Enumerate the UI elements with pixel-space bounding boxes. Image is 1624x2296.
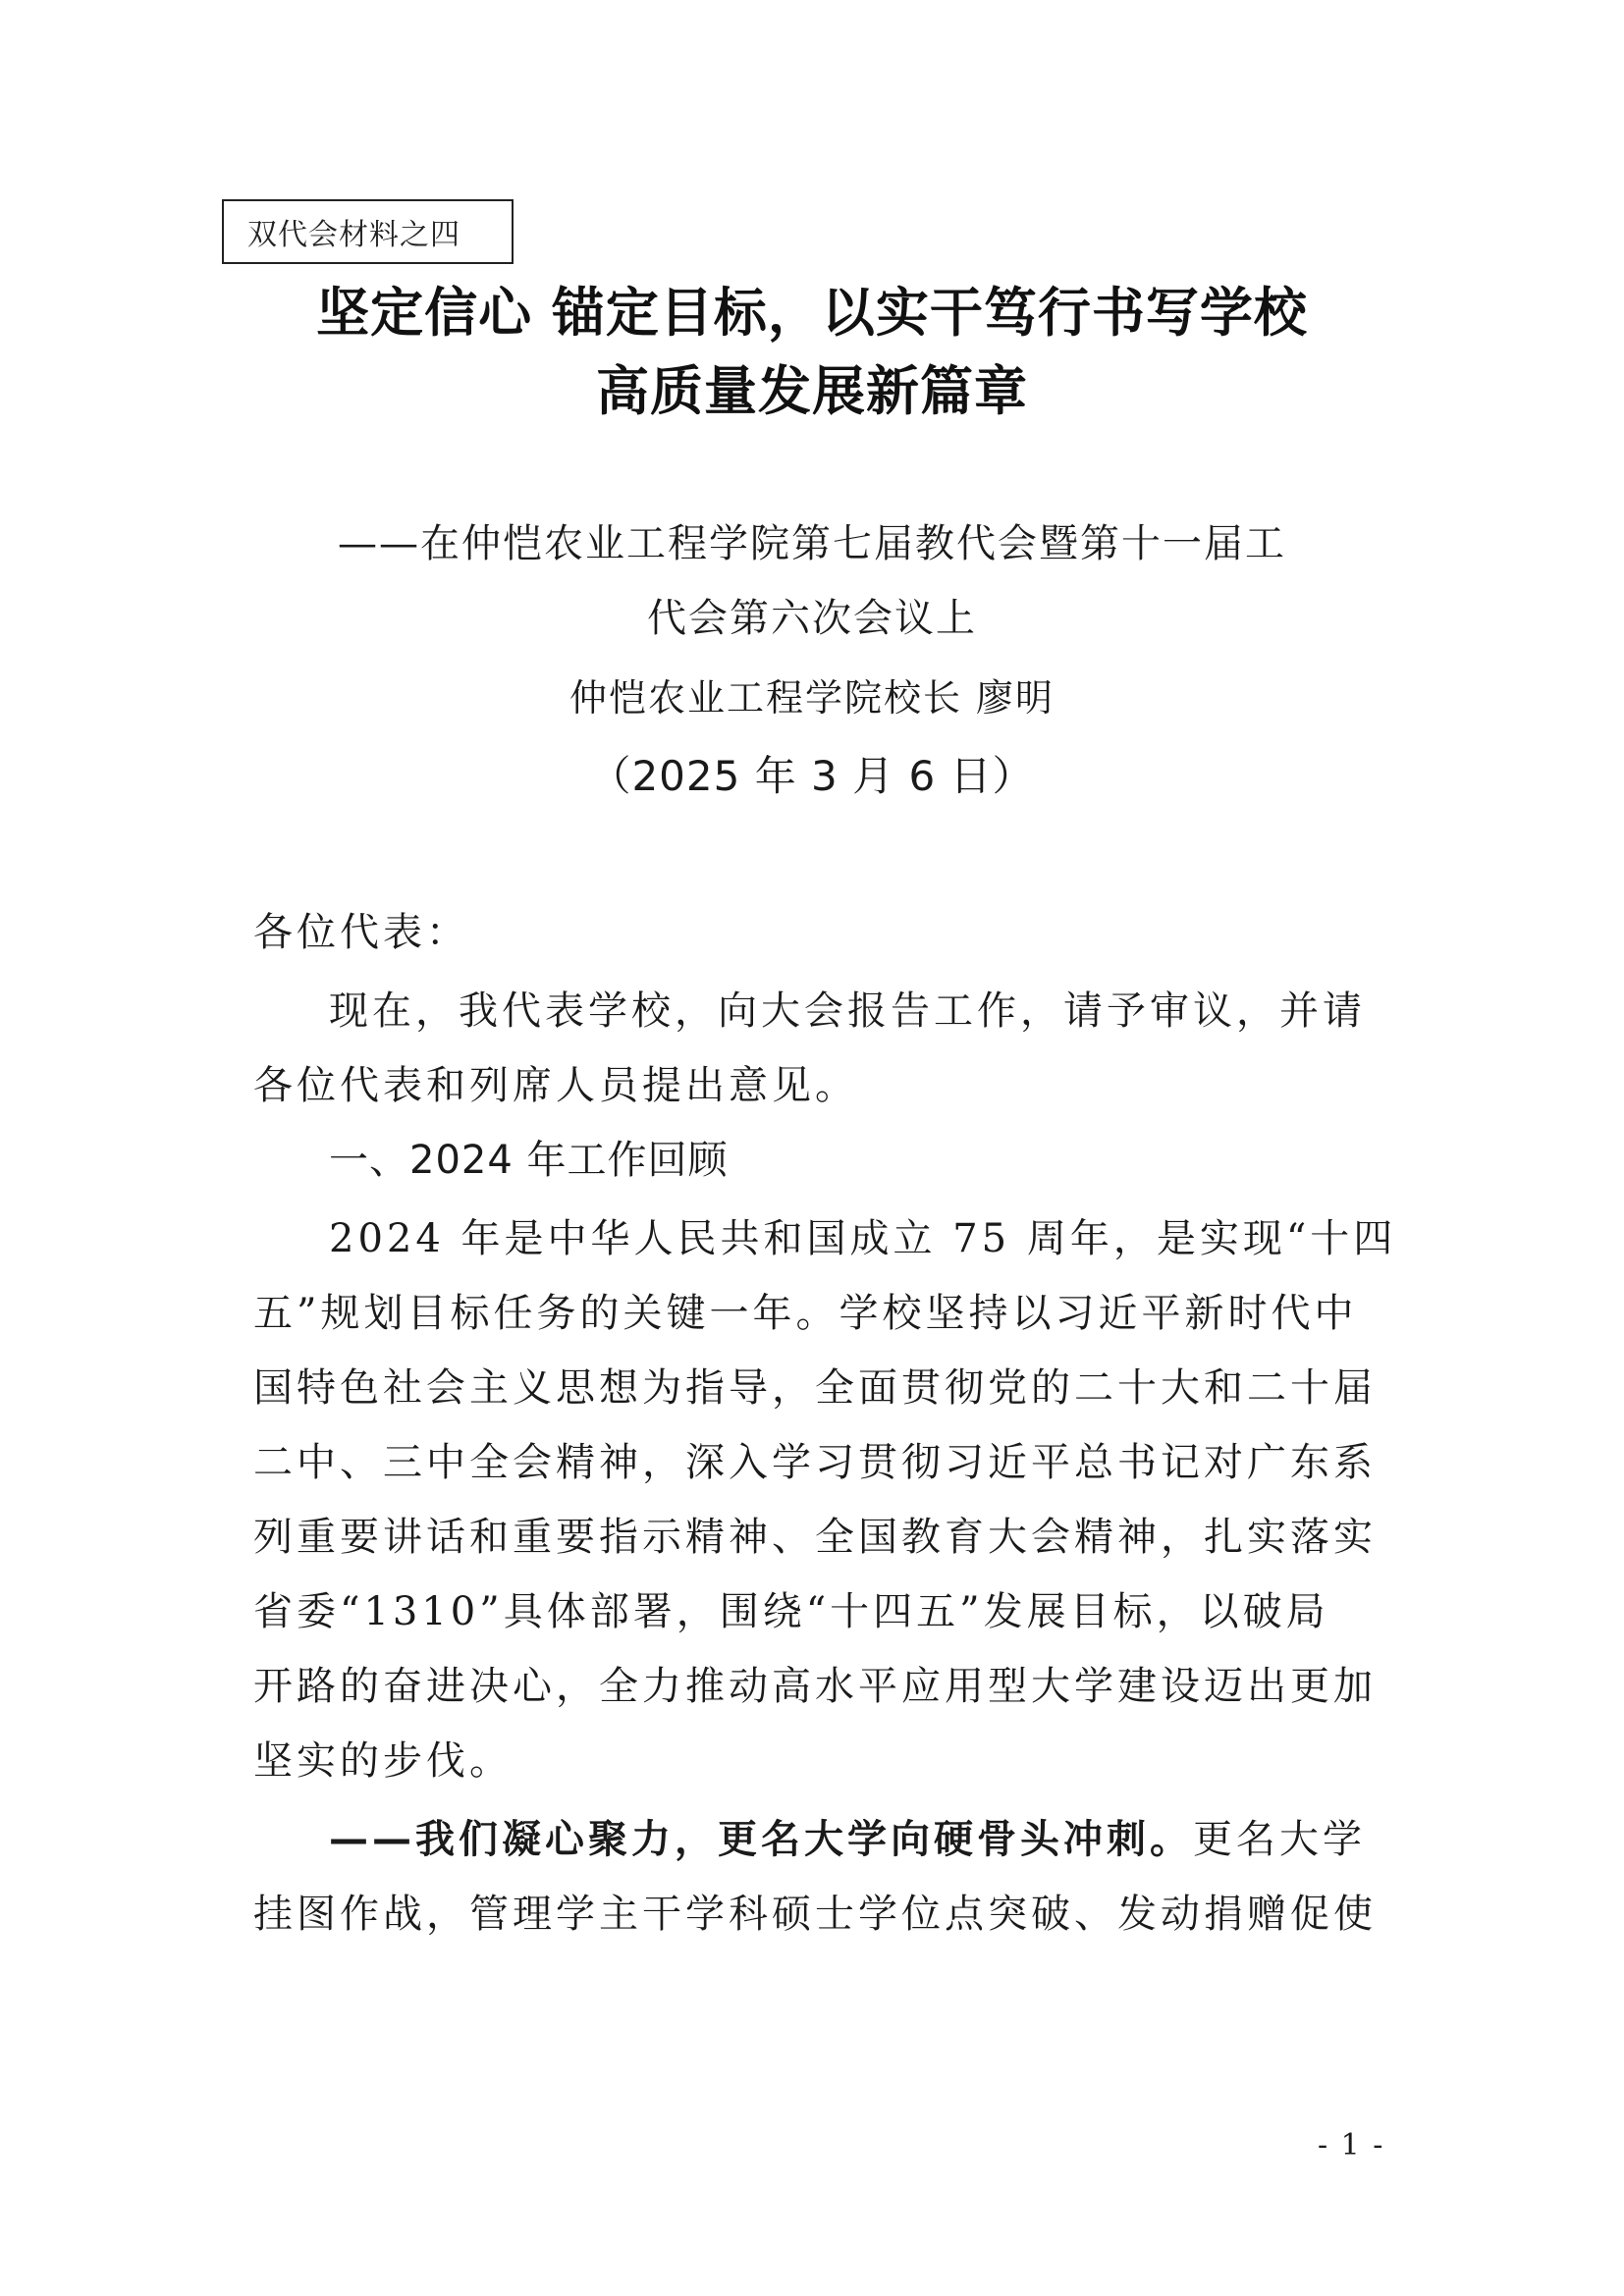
intro-line-2: 各位代表和列席人员提出意见。 <box>253 1063 858 1108</box>
page-number: - 1 - <box>1318 2128 1385 2163</box>
subtitle-line-1: ——在仲恺农业工程学院第七届教代会暨第十一届工 <box>338 521 1286 566</box>
paragraph-line: 五”规划目标任务的关键一年。学校坚持以习近平新时代中 <box>253 1291 1358 1336</box>
paragraph-line: 2024 年是中华人民共和国成立 75 周年，是实现“十四 <box>329 1216 1397 1261</box>
salutation: 各位代表： <box>253 910 469 955</box>
speech-date: （2025 年 3 月 6 日） <box>589 752 1035 800</box>
paragraph-line: 二中、三中全会精神，深入学习贯彻习近平总书记对广东系 <box>253 1440 1377 1485</box>
paragraph-line: 省委“1310”具体部署，围绕“十四五”发展目标，以破局 <box>253 1589 1329 1634</box>
title-line-2: 高质量发展新篇章 <box>596 360 1028 422</box>
byline: 仲恺农业工程学院校长 廖明 <box>568 676 1056 720</box>
intro-line-1: 现在，我代表学校，向大会报告工作，请予审议，并请 <box>329 988 1366 1034</box>
section-heading: 一、2024 年工作回顾 <box>329 1138 729 1183</box>
paragraph-line: 坚实的步伐。 <box>253 1738 513 1784</box>
paragraph-line: 开路的奋进决心，全力推动高水平应用型大学建设迈出更加 <box>253 1664 1377 1709</box>
paragraph-line: 挂图作战，管理学主干学科硕士学位点突破、发动捐赠促使 <box>253 1892 1377 1937</box>
title-line-1: 坚定信心 锚定目标，以实干笃行书写学校 <box>316 282 1308 344</box>
paragraph-line <box>329 1808 1468 1864</box>
subtitle-line-2: 代会第六次会议上 <box>647 596 977 641</box>
bold-lead-text: ——我们凝心聚力，更名大学向硬骨头冲刺。 <box>329 1817 1193 1862</box>
paragraph-line: 列重要讲话和重要指示精神、全国教育大会精神，扎实落实 <box>253 1515 1377 1560</box>
paragraph-text: 更名大学 <box>1193 1817 1366 1862</box>
material-tag: 双代会材料之四 <box>222 199 514 264</box>
paragraph-line: 国特色社会主义思想为指导，全面贯彻党的二十大和二十届 <box>253 1365 1377 1411</box>
